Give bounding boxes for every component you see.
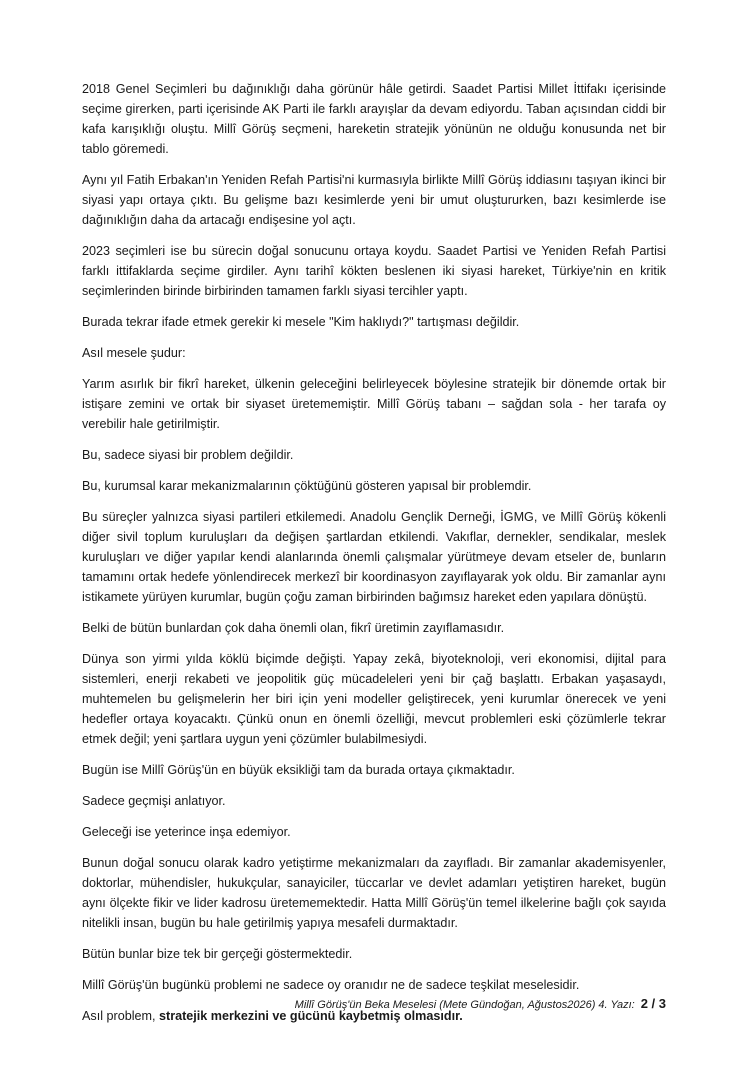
paragraph: Burada tekrar ifade etmek gerekir ki mesele "Kim haklıydı?" tartışması değildir. <box>82 315 520 329</box>
closing-prefix: Asıl problem, <box>82 1009 159 1023</box>
paragraph: Aynı yıl Fatih Erbakan'ın Yeniden Refah Partisi'ni kurmasıyla birlikte Millî Görüş iddiasını taşıyan ikinci bir siyasi yapı ortaya çıktı. Bu gelişme bazı kesimlerde yeni bir umut oluştururken, bazı kesimlerde ise dağınıklığın daha da artacağı endişesine yol açtı. <box>82 173 666 227</box>
page-number: 2 / 3 <box>640 996 666 1011</box>
paragraph: Bunun doğal sonucu olarak kadro yetiştirme mekanizmaları da zayıfladı. Bir zamanlar akademisyenler, doktorlar, mühendisler, hukukçular, sanayiciler, tüccarlar ve devlet adamları yetiştiren hareket, bugün aynı ölçekte fikir ve lider kadrosu üretememektedir. Hatta Millî Görüş'ün temel ilkelerine bağlı çok sayıda nitelikli insan, bugün bu hale getirilmiş yapıya mesafeli durmaktadır. <box>82 856 666 930</box>
paragraph: Yarım asırlık bir fikrî hareket, ülkenin geleceğini belirleyecek böylesine stratejik bir dönemde ortak bir istişare zemini ve ortak bir siyaset üretememiştir. Millî Görüş tabanı – sağdan sola - her tarafa oy verebilir hale getirilmiştir. <box>82 377 666 431</box>
paragraph: 2023 seçimleri ise bu sürecin doğal sonucunu ortaya koydu. Saadet Partisi ve Yeniden Refah Partisi farklı ittifaklarda seçime girdiler. Aynı tarihî kökten beslenen iki siyasi hareket, Türkiye'nin en kritik seçimlerinden birinde birbirinden tamamen farklı siyasi tercihler yaptı. <box>82 244 666 298</box>
paragraph: Bu, kurumsal karar mekanizmalarının çöktüğünü gösteren yapısal bir problemdir. <box>82 479 532 493</box>
paragraph: Asıl mesele şudur: <box>82 346 186 360</box>
paragraph: 2018 Genel Seçimleri bu dağınıklığı daha görünür hâle getirdi. Saadet Partisi Millet İttifakı içerisinde seçime girerken, parti içerisinde AK Parti ile farklı arayışlar da devam ediyordu. Taban açısından ciddi bir kafa karışıklığı oluştu. Millî Görüş seçmeni, hareketin stratejik yönünün ne olduğu konusunda net bir tablo göremedi. <box>82 82 666 156</box>
paragraph: Bu süreçler yalnızca siyasi partileri etkilemedi. Anadolu Gençlik Derneği, İGMG, ve Millî Görüş kökenli diğer sivil toplum kuruluşları da değişen şartlardan etkilendi. Vakıflar, dernekler, sendikalar, meslek kuruluşları ve diğer yapılar kendi alanlarında önemli çalışmalar yürütmeye devam etseler de, bunların tamamını ortak hedefe yönlendirecek merkezî bir koordinasyon zayıflayarak yok oldu. Bir zamanlar aynı istikamete yürüyen kurumlar, bugün çoğu zaman birbirinden bağımsız hareket eden yapılara dönüştü. <box>82 510 666 604</box>
paragraph: Belki de bütün bunlardan çok daha önemli olan, fikrî üretimin zayıflamasıdır. <box>82 621 505 635</box>
paragraph: Geleceği ise yeterince inşa edemiyor. <box>82 825 291 839</box>
paragraph: Sadece geçmişi anlatıyor. <box>82 794 226 808</box>
footer-reference: Millî Görüş'ün Beka Meselesi (Mete Gündoğan, Ağustos2026) 4. Yazı: <box>294 999 635 1011</box>
paragraph: Bu, sadece siyasi bir problem değildir. <box>82 448 294 462</box>
document-body <box>82 79 666 1026</box>
paragraph: Bugün ise Millî Görüş'ün en büyük eksikliği tam da burada ortaya çıkmaktadır. <box>82 763 515 777</box>
closing-emphasis: stratejik merkezini ve gücünü kaybetmiş olmasıdır. <box>159 1009 463 1023</box>
paragraph: Dünya son yirmi yılda köklü biçimde değişti. Yapay zekâ, biyoteknoloji, veri ekonomisi, dijital para sistemleri, enerji rekabeti ve jeopolitik güç mücadeleleri yeni bir çağ başlattı. Erbakan yaşasaydı, muhtemelen bu gelişmelerin her biri için yeni modeller geliştirecek, yeni kurumlar önerecek ve yeni hedefler ortaya koyacaktı. Çünkü onun en önemli özelliği, mevcut problemleri eski çözümlerle tekrar etmek değil; yeni şartlara uygun yeni çözümler bulabilmesiydi. <box>82 652 666 746</box>
paragraph: Bütün bunlar bize tek bir gerçeği göstermektedir. <box>82 947 353 961</box>
page-footer <box>295 996 666 1011</box>
paragraph: Millî Görüş'ün bugünkü problemi ne sadece oy oranıdır ne de sadece teşkilat meselesidir. <box>82 978 580 992</box>
